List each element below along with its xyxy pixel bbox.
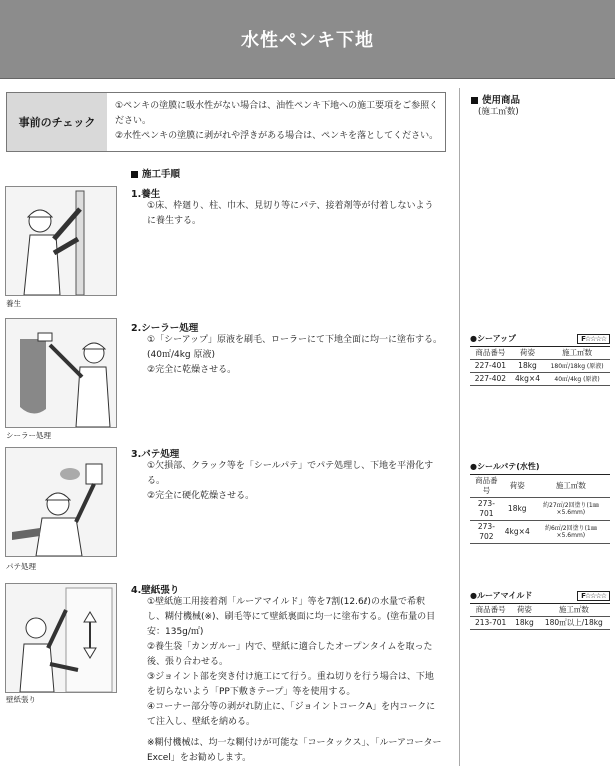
square-bullet-icon	[471, 97, 478, 104]
product-ruamild	[470, 590, 610, 630]
step-body	[147, 333, 442, 378]
illustration-caption: 壁紙張り	[6, 695, 36, 704]
column-header: 荷姿	[511, 604, 537, 617]
table-cell: 273-702	[470, 521, 503, 544]
step-line: ②養生袋「カンガルー」内で、壁紙に適合したオープンタイムを取った後、張り合わせる。	[147, 642, 433, 667]
table-cell: 213-701	[470, 617, 511, 630]
table-row	[470, 521, 610, 544]
step-title: 3.パテ処理	[131, 449, 180, 460]
step-line: ②完全に硬化乾燥させる。	[147, 491, 255, 501]
product-sealputty	[470, 461, 610, 544]
illustration-caption: 養生	[6, 299, 21, 308]
table-row	[470, 373, 610, 386]
step-line: ①欠損部、クラック等を「シールパテ」でパテ処理し、下地を平滑化する。	[147, 461, 434, 486]
step-line: ①壁紙施工用接着剤「ルーアマイルド」等を7割(12.6ℓ)の水量で希釈し、糊付機械(※)、刷毛等にて壁紙裏面に均一に塗布する。(塗布量の目安：135g/㎡)	[147, 597, 436, 637]
illustration-caption: シーラー処理	[6, 431, 51, 440]
step-body	[147, 595, 442, 730]
page-title: 水性ペンキ下地	[241, 30, 374, 51]
table-header-row	[470, 604, 610, 617]
step-title: 1.養生	[131, 189, 161, 200]
square-bullet-icon	[131, 171, 138, 178]
product-table	[470, 346, 610, 386]
step-line: ④コーナー部分等の剥がれ防止に、「ジョイントコークA」を内コークにて注入し、壁紙を納める。	[147, 702, 436, 727]
f-star-badge: F☆☆☆☆	[577, 334, 610, 344]
table-header-row	[470, 347, 610, 360]
step-line: ①床、枠廻り、柱、巾木、見切り等にパテ、接着剤等が付着しないように養生する。	[147, 201, 434, 226]
precheck-box	[6, 92, 446, 152]
column-header: 施工㎡数	[538, 604, 610, 617]
illustration-sealer	[5, 318, 117, 428]
table-cell: 18kg	[511, 360, 544, 373]
table-cell: 約27㎡/2回塗り(1㎜×5.6mm)	[532, 498, 610, 521]
product-table	[470, 603, 610, 630]
products-title: 使用商品	[471, 92, 520, 106]
step-line: ①「シーアップ」原液を刷毛、ローラーにて下地全面に均一に塗布する。(40㎡/4kg 原液)	[147, 335, 442, 360]
table-cell: 227-401	[470, 360, 511, 373]
table-cell: 18kg	[503, 498, 532, 521]
precheck-body	[115, 99, 439, 144]
page-header	[0, 0, 615, 79]
column-header: 荷姿	[511, 347, 544, 360]
table-cell: 180㎡/18kg (原液)	[544, 360, 610, 373]
product-table	[470, 474, 610, 544]
step-title: 2.シーラー処理	[131, 323, 199, 334]
product-name: ●ルーアマイルド	[470, 591, 533, 600]
table-row	[470, 360, 610, 373]
precheck-label: 事前のチェック	[7, 93, 107, 151]
step-body	[147, 459, 442, 504]
illustration-putty	[5, 447, 117, 557]
step-body	[147, 199, 442, 229]
table-row	[470, 498, 610, 521]
product-name: ●シールパテ(水性)	[470, 462, 540, 471]
column-header: 商品番号	[470, 475, 503, 498]
table-cell: 227-402	[470, 373, 511, 386]
table-row	[470, 617, 610, 630]
procedure-note: ※糊付機械は、均一な糊付けが可能な「コータックス」、「ルーアコーターExcel」をお勧めします。	[147, 738, 442, 763]
column-divider	[459, 88, 460, 766]
table-cell: 18kg	[511, 617, 537, 630]
column-header: 商品番号	[470, 604, 511, 617]
product-name: ●シーアップ	[470, 334, 517, 343]
table-cell: 40㎡/4kg (原液)	[544, 373, 610, 386]
precheck-item: ②水性ペンキの塗膜に剥がれや浮きがある場合は、ペンキを落としてください。	[115, 131, 439, 141]
column-header: 荷姿	[503, 475, 532, 498]
procedure-title: 施工手順	[131, 166, 180, 180]
table-cell: 4kg×4	[511, 373, 544, 386]
table-cell: 約6㎡/2回塗り(1㎜×5.6mm)	[532, 521, 610, 544]
step-title: 4.壁紙張り	[131, 585, 180, 596]
step-line: ③ジョイント部を突き付け施工にて行う。重ね切りを行う場合は、下地を切らないよう「PP下敷きテープ」等を使用する。	[147, 672, 434, 697]
table-cell: 4kg×4	[503, 521, 532, 544]
table-cell: 180㎡以上/18kg	[538, 617, 610, 630]
precheck-item: ①ペンキの塗膜に吸水性がない場合は、油性ペンキ下地への施工要項をご参照ください。	[115, 101, 439, 126]
table-header-row	[470, 475, 610, 498]
illustration-wallpaper	[5, 583, 117, 693]
column-header: 施工㎡数	[544, 347, 610, 360]
product-sealup	[470, 333, 610, 386]
column-header: 施工㎡数	[532, 475, 610, 498]
column-header: 商品番号	[470, 347, 511, 360]
products-subtitle: (施工㎡数)	[478, 107, 519, 117]
f-star-badge: F☆☆☆☆	[577, 591, 610, 601]
illustration-caption: パテ処理	[6, 562, 36, 571]
step-line: ②完全に乾燥させる。	[147, 365, 237, 375]
illustration-masking	[5, 186, 117, 296]
table-cell: 273-701	[470, 498, 503, 521]
